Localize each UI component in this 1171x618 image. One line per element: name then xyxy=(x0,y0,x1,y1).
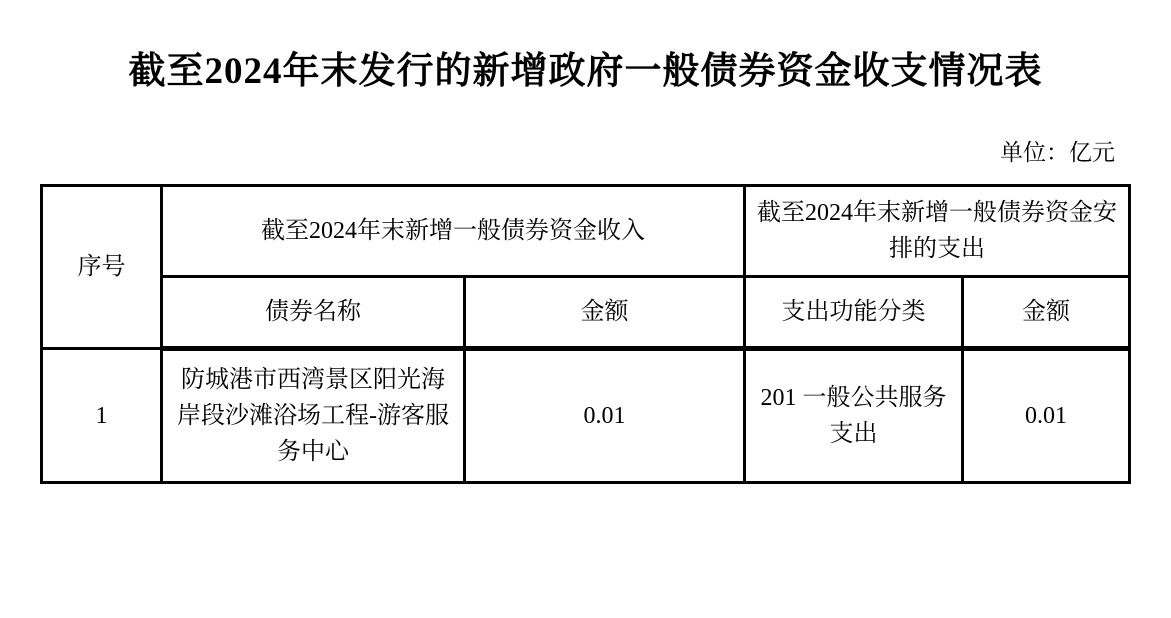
table-header-group-row xyxy=(42,186,1130,277)
header-expense-category: 支出功能分类 xyxy=(745,277,963,349)
cell-income-amount: 0.01 xyxy=(465,349,745,483)
header-expenditure-group: 截至2024年末新增一般债券资金安排的支出 xyxy=(745,186,1130,277)
bond-funds-table xyxy=(40,184,1131,484)
table-row xyxy=(42,349,1130,483)
cell-serial-number: 1 xyxy=(42,349,162,483)
cell-expense-amount: 0.01 xyxy=(963,349,1130,483)
header-serial-number: 序号 xyxy=(42,186,162,349)
cell-bond-name: 防城港市西湾景区阳光海岸段沙滩浴场工程-游客服务中心 xyxy=(162,349,465,483)
header-bond-name: 债券名称 xyxy=(162,277,465,349)
cell-expense-category: 201 一般公共服务支出 xyxy=(745,349,963,483)
table-subheader-row xyxy=(42,277,1130,349)
header-income-amount: 金额 xyxy=(465,277,745,349)
header-expense-amount: 金额 xyxy=(963,277,1130,349)
document-page xyxy=(0,50,1171,618)
page-title: 截至2024年末发行的新增政府一般债券资金收支情况表 xyxy=(128,51,1043,92)
unit-label: 单位：亿元 xyxy=(1000,140,1115,165)
header-income-group: 截至2024年末新增一般债券资金收入 xyxy=(162,186,745,277)
